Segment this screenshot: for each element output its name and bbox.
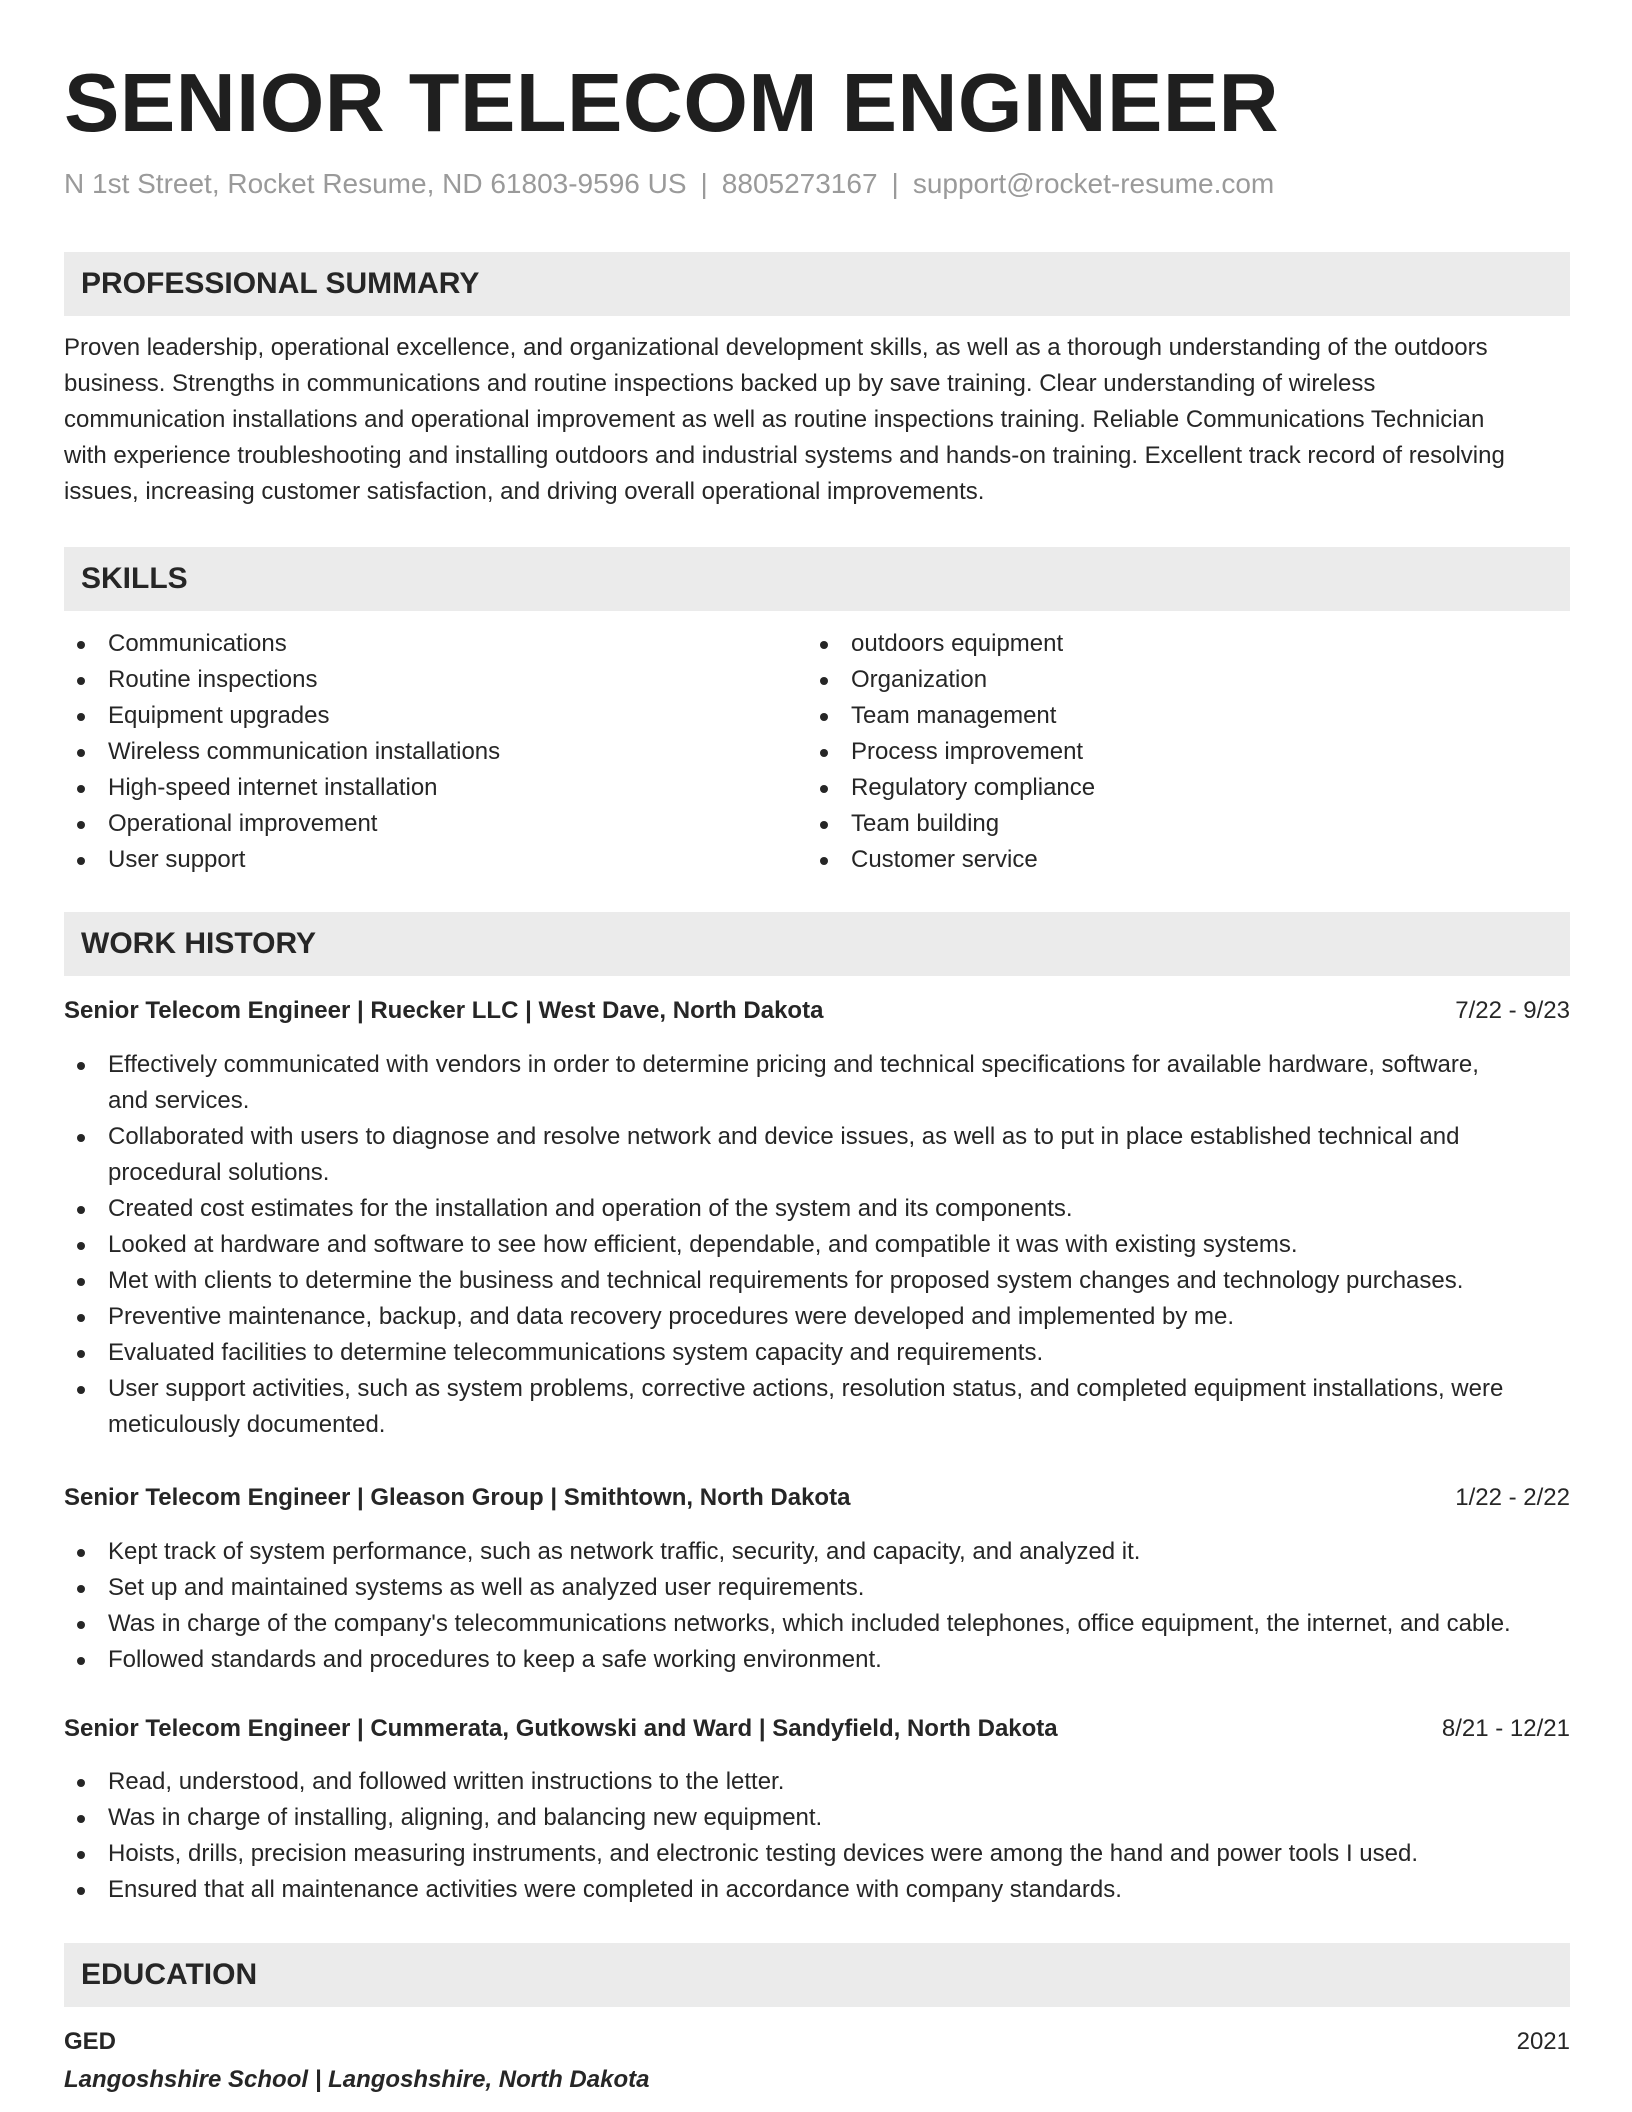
summary-paragraph bbox=[64, 330, 1570, 510]
skill-item: Team management bbox=[807, 698, 1547, 734]
bullet-icon bbox=[820, 857, 828, 865]
job-header bbox=[64, 993, 1570, 1029]
skill-item: Equipment upgrades bbox=[64, 698, 804, 734]
bullet-icon bbox=[820, 677, 828, 685]
education-section-header bbox=[64, 1943, 1570, 2007]
job-title: Senior Telecom Engineer | Ruecker LLC | West Dave, North Dakota bbox=[64, 997, 824, 1024]
bullet-icon bbox=[77, 1585, 85, 1593]
work-history-section-header bbox=[64, 912, 1570, 976]
job-dates: 1/22 - 2/22 bbox=[1455, 1484, 1570, 1511]
bullet-icon bbox=[77, 1278, 85, 1286]
job-bullet: Looked at hardware and software to see how efficient, dependable, and compatible it was with existing systems. bbox=[64, 1227, 1570, 1263]
job-bullet: Met with clients to determine the business and technical requirements for proposed system changes and technology purchases. bbox=[64, 1263, 1570, 1299]
job-bullet: Read, understood, and followed written instructions to the letter. bbox=[64, 1764, 1570, 1800]
skill-item: Team building bbox=[807, 806, 1547, 842]
job-bullet: Set up and maintained systems as well as analyzed user requirements. bbox=[64, 1570, 1570, 1606]
skill-item: Organization bbox=[807, 662, 1547, 698]
bullet-icon bbox=[77, 1386, 85, 1394]
section-heading: WORK HISTORY bbox=[81, 927, 317, 960]
address-text: N 1st Street, Rocket Resume, ND 61803-9596 US bbox=[64, 168, 687, 199]
job-bullet: Kept track of system performance, such as network traffic, security, and capacity, and analyzed it. bbox=[64, 1534, 1570, 1570]
job-title: Senior Telecom Engineer | Cummerata, Gutkowski and Ward | Sandyfield, North Dakota bbox=[64, 1715, 1058, 1742]
bullet-icon bbox=[820, 713, 828, 721]
summary-line: Proven leadership, operational excellence, and organizational development skills, as well as a thorough understanding of the outdoors bbox=[64, 334, 1488, 361]
bullet-icon bbox=[77, 641, 85, 649]
contact-separator: | bbox=[891, 168, 899, 199]
bullet-icon bbox=[820, 785, 828, 793]
job-bullet: User support activities, such as system problems, corrective actions, resolution status, and completed equipment installations, were meticulously documented. bbox=[64, 1371, 1570, 1443]
job-bullets bbox=[64, 1534, 1570, 1678]
section-heading: PROFESSIONAL SUMMARY bbox=[81, 267, 480, 300]
bullet-icon bbox=[77, 1350, 85, 1358]
bullet-icon bbox=[77, 677, 85, 685]
skill-item: Process improvement bbox=[807, 734, 1547, 770]
school-name: Langoshshire School | Langoshshire, North Dakota bbox=[64, 2066, 650, 2093]
skill-item: outdoors equipment bbox=[807, 626, 1547, 662]
skill-item: Routine inspections bbox=[64, 662, 804, 698]
job-bullet: Ensured that all maintenance activities were completed in accordance with company standards. bbox=[64, 1872, 1570, 1908]
skill-item: High-speed internet installation bbox=[64, 770, 804, 806]
bullet-icon bbox=[77, 1314, 85, 1322]
bullet-icon bbox=[77, 821, 85, 829]
skill-item: Customer service bbox=[807, 842, 1547, 878]
bullet-icon bbox=[77, 1134, 85, 1142]
section-heading: SKILLS bbox=[81, 562, 188, 595]
bullet-icon bbox=[77, 1621, 85, 1629]
summary-section-header bbox=[64, 252, 1570, 316]
bullet-icon bbox=[77, 1242, 85, 1250]
phone-text: 8805273167 bbox=[721, 168, 878, 199]
bullet-icon bbox=[77, 1851, 85, 1859]
bullet-icon bbox=[77, 1815, 85, 1823]
email-link[interactable]: support@rocket-resume.com bbox=[912, 168, 1275, 199]
graduation-year: 2021 bbox=[1516, 2028, 1570, 2055]
job-title: Senior Telecom Engineer | Gleason Group | Smithtown, North Dakota bbox=[64, 1484, 851, 1511]
job-bullet: Was in charge of the company's telecommunications networks, which included telephones, office equipment, the internet, and cable. bbox=[64, 1606, 1570, 1642]
bullet-icon bbox=[77, 1549, 85, 1557]
job-bullet: Hoists, drills, precision measuring instruments, and electronic testing devices were among the hand and power tools I used. bbox=[64, 1836, 1570, 1872]
job-header bbox=[64, 1480, 1570, 1516]
contact-separator: | bbox=[700, 168, 708, 199]
degree-title: GED bbox=[64, 2028, 117, 2055]
contact-line bbox=[64, 166, 1274, 202]
job-bullets bbox=[64, 1047, 1570, 1443]
job-bullet: Collaborated with users to diagnose and resolve network and device issues, as well as to put in place established technical and procedural solutions. bbox=[64, 1119, 1570, 1191]
bullet-icon bbox=[77, 785, 85, 793]
skill-item: Communications bbox=[64, 626, 804, 662]
skills-list-left bbox=[64, 626, 804, 878]
bullet-icon bbox=[820, 821, 828, 829]
bullet-icon bbox=[77, 1062, 85, 1070]
bullet-icon bbox=[77, 1779, 85, 1787]
skills-list-right bbox=[807, 626, 1547, 878]
bullet-icon bbox=[77, 1887, 85, 1895]
bullet-icon bbox=[820, 749, 828, 757]
job-dates: 7/22 - 9/23 bbox=[1455, 997, 1570, 1024]
section-heading: EDUCATION bbox=[81, 1958, 258, 1991]
page-title: SENIOR TELECOM ENGINEER bbox=[64, 56, 1280, 149]
job-bullet: Created cost estimates for the installation and operation of the system and its components. bbox=[64, 1191, 1570, 1227]
skill-item: Wireless communication installations bbox=[64, 734, 804, 770]
education-header bbox=[64, 2024, 1570, 2060]
skill-item: Operational improvement bbox=[64, 806, 804, 842]
job-header bbox=[64, 1711, 1570, 1747]
job-bullet: Was in charge of installing, aligning, and balancing new equipment. bbox=[64, 1800, 1570, 1836]
job-bullet: Preventive maintenance, backup, and data recovery procedures were developed and implemented by me. bbox=[64, 1299, 1570, 1335]
skills-section-header bbox=[64, 547, 1570, 611]
bullet-icon bbox=[77, 857, 85, 865]
job-bullets bbox=[64, 1764, 1570, 1908]
bullet-icon bbox=[77, 713, 85, 721]
job-bullet: Evaluated facilities to determine telecommunications system capacity and requirements. bbox=[64, 1335, 1570, 1371]
summary-line: communication installations and operational improvement as well as routine inspections training. Reliable Communications Technician bbox=[64, 406, 1485, 433]
bullet-icon bbox=[77, 1206, 85, 1214]
summary-line: with experience troubleshooting and installing outdoors and industrial systems and hands-on training. Excellent track record of resolving bbox=[64, 442, 1505, 469]
bullet-icon bbox=[820, 641, 828, 649]
bullet-icon bbox=[77, 749, 85, 757]
bullet-icon bbox=[77, 1657, 85, 1665]
summary-line: business. Strengths in communications and routine inspections backed up by save training. Clear understanding of wireless bbox=[64, 370, 1376, 397]
summary-line: issues, increasing customer satisfaction, and driving overall operational improvements. bbox=[64, 478, 985, 505]
job-bullet: Followed standards and procedures to keep a safe working environment. bbox=[64, 1642, 1570, 1678]
job-dates: 8/21 - 12/21 bbox=[1441, 1715, 1570, 1742]
job-bullet: Effectively communicated with vendors in order to determine pricing and technical specifications for available hardware, software, and services. bbox=[64, 1047, 1570, 1119]
skill-item: User support bbox=[64, 842, 804, 878]
skill-item: Regulatory compliance bbox=[807, 770, 1547, 806]
